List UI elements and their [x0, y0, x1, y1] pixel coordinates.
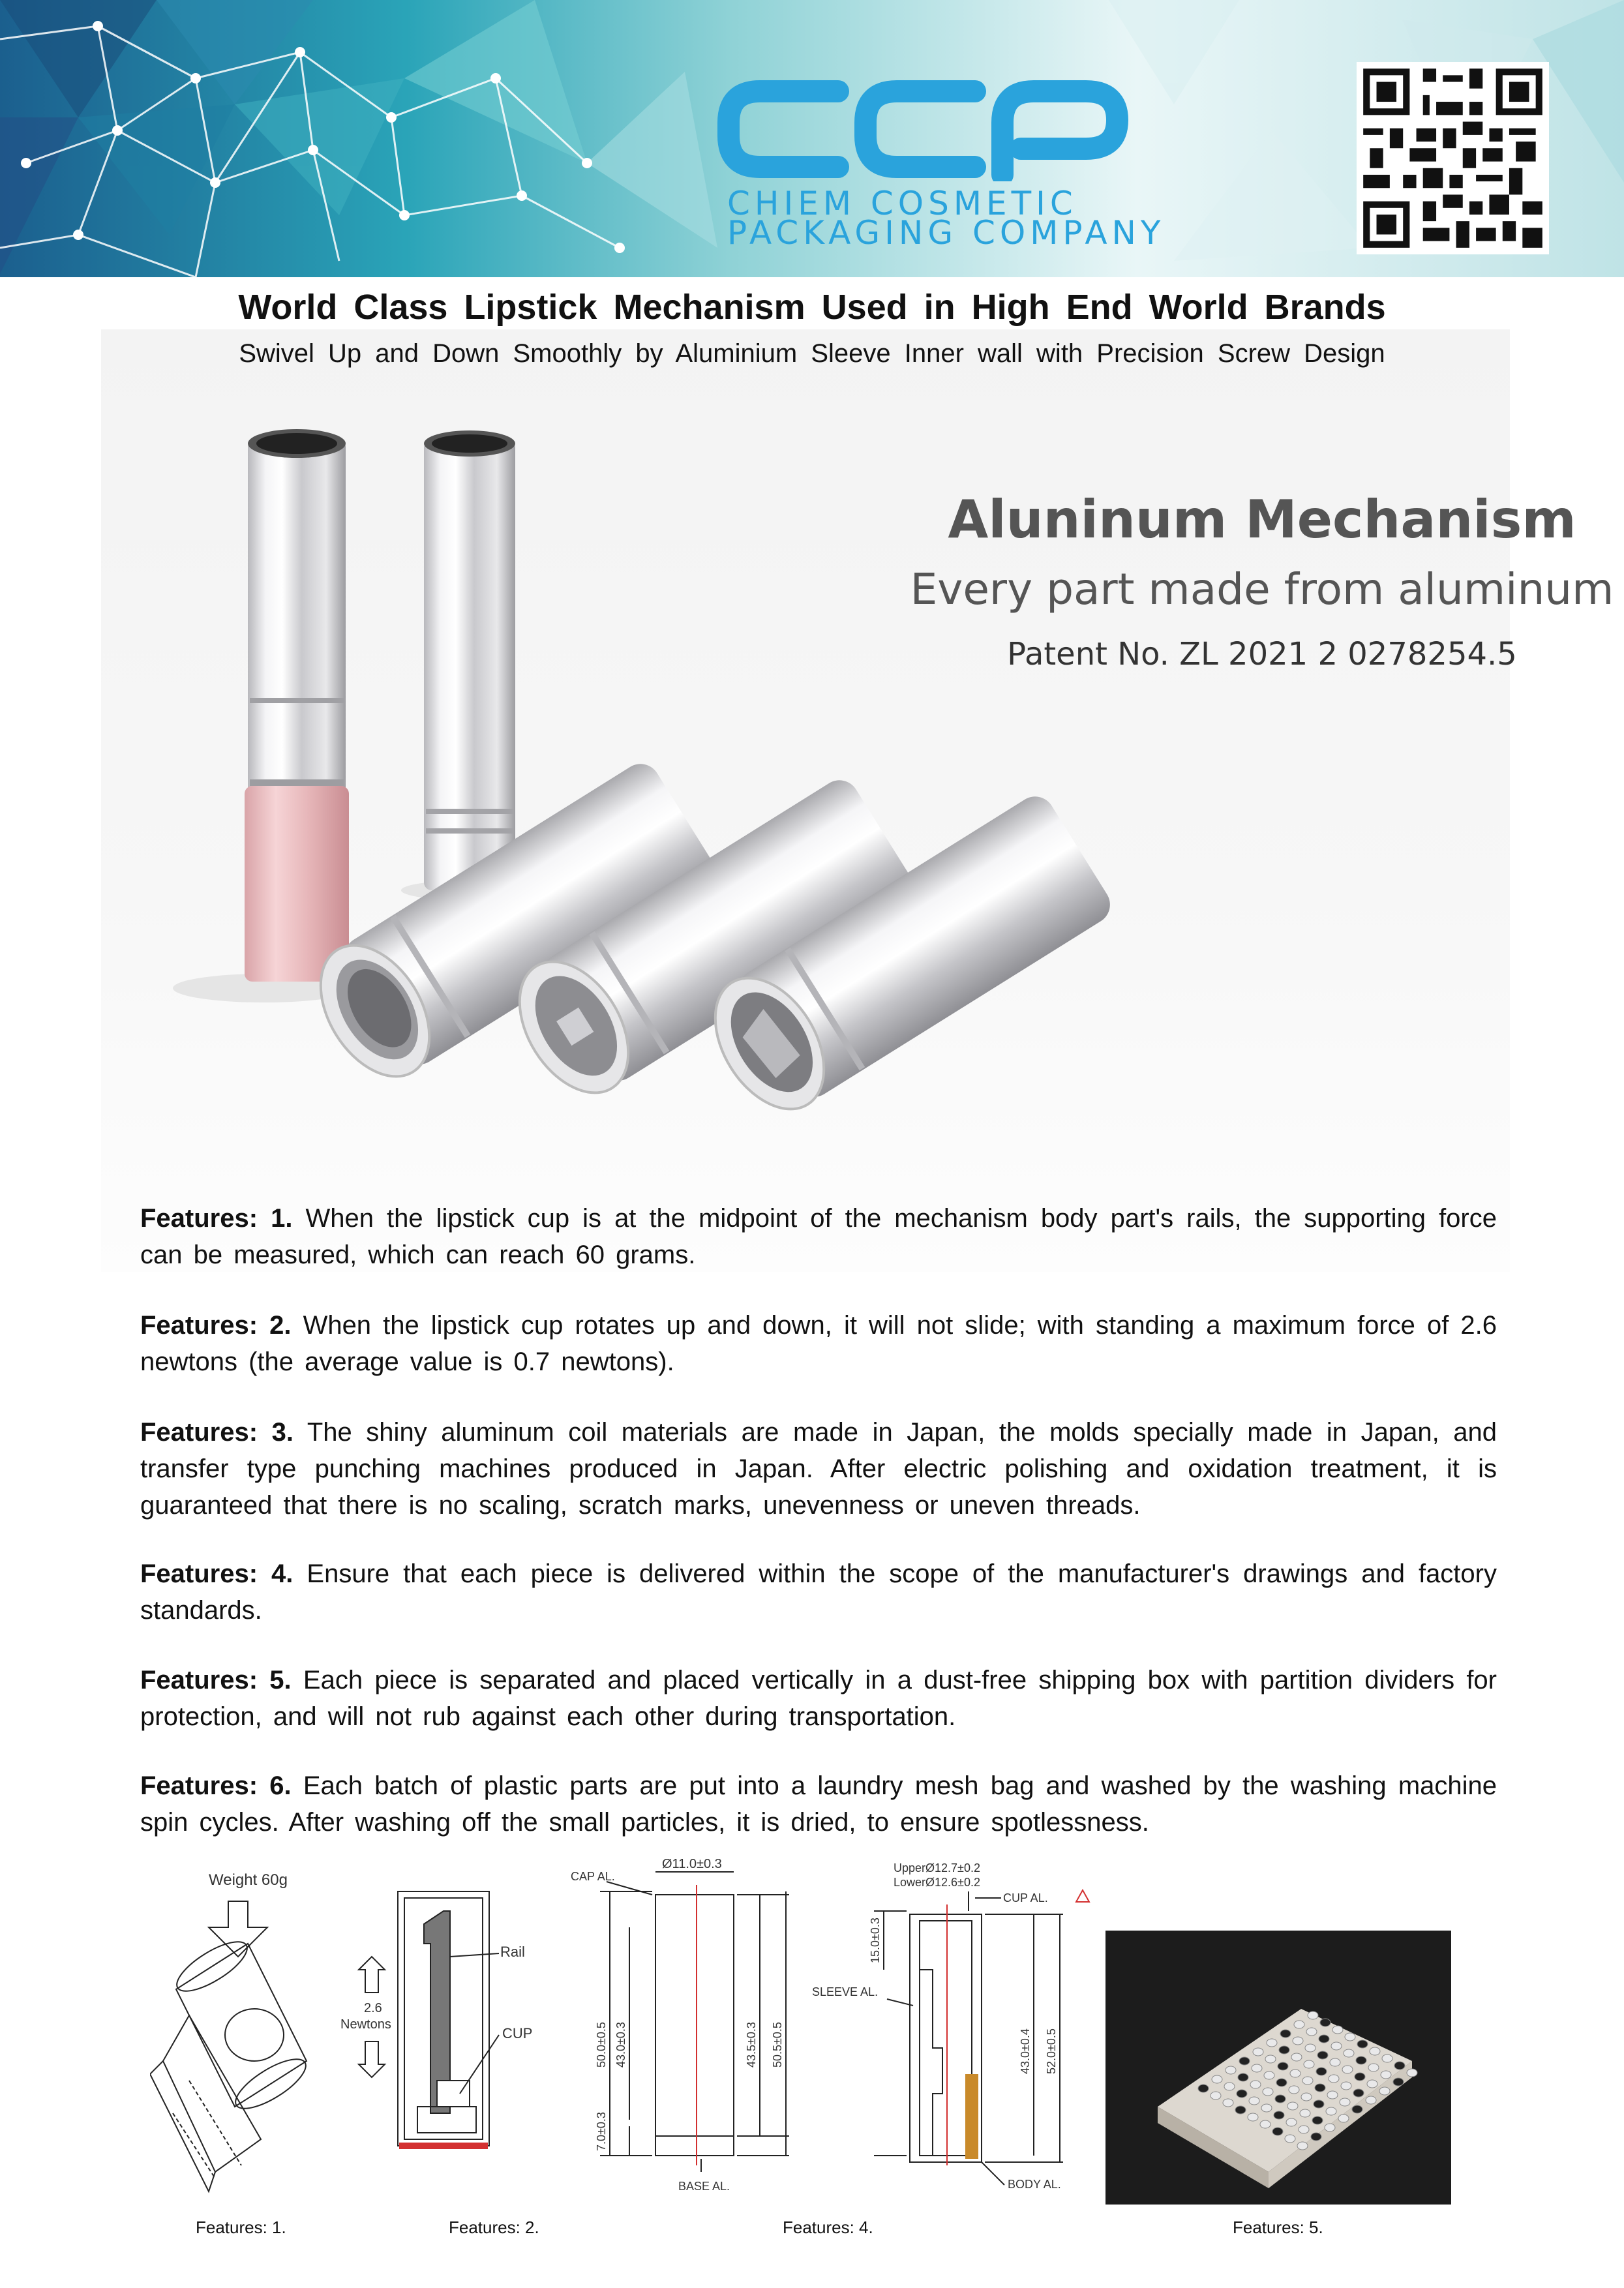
force-unit: Newtons: [340, 2017, 391, 2032]
vial: [1275, 2095, 1286, 2103]
feature-6: [140, 1768, 1497, 1841]
brand-line-1: CHIEM COSMETIC: [727, 185, 1077, 222]
feature-text: The shiny aluminum coil materials are made in Japan, the molds specially made in Japan, and transfer type punching machines produced in Japan. After electric polishing and oxidation treatment, it is guaranteed that there is no scaling, scratch marks, unevenness or uneven threads.: [140, 1418, 1497, 1520]
vial: [1198, 2085, 1209, 2092]
vial: [1235, 2106, 1246, 2114]
sleeve-label: SLEEVE AL.: [812, 1985, 879, 1998]
patent-number: Patent No. ZL 2021 2 0278254.5: [1007, 636, 1517, 672]
vial: [1291, 2053, 1302, 2061]
vial: [1287, 2102, 1298, 2110]
vial: [1344, 2049, 1354, 2057]
vial: [1379, 2087, 1390, 2095]
dimension-diagram-a: [561, 1859, 841, 2198]
feature-text: Each batch of plastic parts are put into a laundry mesh bag and washed by the washing machine spin cycles. After washing off the small particles, it is dried, to ensure spotlessness.: [140, 1771, 1497, 1837]
vial: [1261, 2104, 1272, 2112]
feature-2: [140, 1307, 1497, 1380]
vial: [1253, 2048, 1263, 2056]
product-photo: [101, 329, 1614, 1272]
cap-label: CAP AL.: [571, 1870, 615, 1883]
vial: [1263, 2088, 1273, 2096]
height-7-0: 7.0±0.3: [595, 2112, 608, 2151]
vial: [1319, 2035, 1329, 2043]
vial: [1368, 2064, 1379, 2071]
height-43-0: 43.0±0.3: [614, 2022, 627, 2068]
base-label: BASE AL.: [678, 2180, 730, 2193]
upper-diameter: UpperØ12.7±0.2: [894, 1861, 980, 1874]
vial: [1352, 2105, 1362, 2113]
lipstick-mechanism-photo: [101, 329, 1510, 1272]
vial: [1223, 2099, 1233, 2107]
page-subtitle: Swivel Up and Down Smoothly by Aluminium Sleeve Inner wall with Precision Screw Design: [239, 339, 1385, 368]
weight-label: Weight 60g: [209, 1871, 288, 1889]
feature-text: When the lipstick cup is at the midpoint of the mechanism body part's rails, the supporting force can be measured, which can reach 60 grams.: [140, 1204, 1497, 1269]
vial: [1382, 2055, 1392, 2062]
vial: [1315, 2084, 1325, 2092]
vial: [1293, 2037, 1303, 2045]
vial: [1357, 2040, 1368, 2048]
caption-feature-5: Features: 5.: [1233, 2218, 1323, 2237]
feature-label: Features: 3.: [140, 1418, 293, 1447]
vial: [1311, 2133, 1321, 2141]
vial: [1304, 2060, 1314, 2068]
vial: [1286, 2118, 1297, 2126]
vial: [1237, 2090, 1247, 2098]
vial: [1239, 2057, 1250, 2065]
vial: [1342, 2066, 1353, 2073]
cup-label: CUP: [502, 2025, 533, 2041]
feature-text: Ensure that each piece is delivered within the scope of the manufacturer's drawings and factory standards.: [140, 1559, 1497, 1625]
vial: [1238, 2073, 1248, 2081]
photo-title: Aluninum Mechanism: [948, 489, 1576, 550]
vial: [1302, 2077, 1313, 2085]
feature-label: Features: 4.: [140, 1559, 293, 1588]
feature-label: Features: 2.: [140, 1311, 292, 1340]
vial: [1325, 2124, 1335, 2131]
ccp-logo-icon: [714, 77, 1132, 181]
feature-label: Features: 1.: [140, 1204, 293, 1233]
caption-feature-4: Features: 4.: [783, 2218, 873, 2237]
vial: [1264, 2071, 1274, 2079]
cap-diameter: Ø11.0±0.3: [662, 1859, 722, 1871]
vial: [1381, 2071, 1391, 2079]
vial: [1260, 2120, 1271, 2128]
vial: [1248, 2113, 1258, 2121]
page-title: World Class Lipstick Mechanism Used in High End World Brands: [238, 288, 1386, 327]
vial: [1345, 2033, 1355, 2041]
photo-subtitle: Every part made from aluminum: [910, 564, 1614, 614]
lower-diameter: LowerØ12.6±0.2: [894, 1876, 980, 1889]
vial: [1329, 2075, 1339, 2083]
vial: [1312, 2116, 1323, 2124]
feature-5: [140, 1662, 1497, 1735]
vial: [1356, 2056, 1366, 2064]
vial: [1249, 2097, 1259, 2105]
height-15-0: 15.0±0.3: [869, 1918, 882, 1963]
vial: [1341, 2082, 1351, 2090]
vial: [1294, 2021, 1304, 2028]
dimension-diagram-b: [802, 1859, 1109, 2198]
vial: [1212, 2075, 1222, 2083]
vial: [1331, 2042, 1342, 2050]
brand-line-2: PACKAGING COMPANY: [727, 214, 1165, 252]
vial: [1366, 2096, 1376, 2104]
vial: [1224, 2083, 1235, 2090]
vial: [1355, 2073, 1365, 2081]
caption-feature-2: Features: 2.: [449, 2218, 539, 2237]
vial: [1289, 2086, 1299, 2094]
height-52-0: 52.0±0.5: [1045, 2028, 1058, 2074]
company-logo: [714, 77, 1321, 252]
feature-3: [140, 1414, 1497, 1524]
height-43-0: 43.0±0.4: [1019, 2028, 1032, 2074]
vial: [1278, 2062, 1288, 2070]
body-label: BODY AL.: [1008, 2178, 1061, 2191]
vial: [1301, 2093, 1312, 2101]
vial: [1279, 2046, 1289, 2054]
vial: [1274, 2111, 1284, 2119]
vial: [1314, 2100, 1324, 2108]
vial: [1338, 2115, 1349, 2122]
vial: [1305, 2044, 1316, 2052]
vial: [1320, 2019, 1331, 2026]
vial: [1210, 2092, 1221, 2100]
vial: [1393, 2078, 1404, 2086]
rail-cup-diagram: [339, 1885, 548, 2178]
vial: [1306, 2028, 1317, 2036]
vial: [1250, 2081, 1261, 2088]
vial: [1407, 2069, 1417, 2077]
feature-1: [140, 1200, 1497, 1273]
rail-label: Rail: [500, 1944, 525, 1960]
vial: [1394, 2062, 1405, 2070]
vial: [1226, 2066, 1236, 2074]
feature-text: When the lipstick cup rotates up and down, it will not slide; with standing a maximum force of 2.6 newtons (the average value is 0.7 newtons).: [140, 1311, 1497, 1376]
vial: [1252, 2064, 1262, 2072]
vial: [1276, 2079, 1287, 2086]
vial: [1308, 2011, 1318, 2019]
vial: [1326, 2107, 1336, 2115]
vial: [1327, 2091, 1338, 2099]
feature-text: Each piece is separated and placed vertically in a dust-free shipping box with partition dividers for protection, and will not rub against each other during transportation.: [140, 1666, 1497, 1731]
vial: [1267, 2039, 1277, 2047]
feature-4: [140, 1556, 1497, 1629]
vial: [1290, 2070, 1301, 2077]
vial: [1370, 2047, 1380, 2055]
vial: [1280, 2030, 1291, 2038]
vial: [1353, 2089, 1364, 2097]
vial: [1285, 2135, 1295, 2143]
vial: [1272, 2128, 1283, 2135]
force-value: 2.6: [364, 2001, 382, 2015]
vial: [1332, 2026, 1343, 2034]
vial: [1316, 2068, 1327, 2075]
feature-label: Features: 6.: [140, 1771, 292, 1800]
vial: [1265, 2055, 1276, 2063]
vial: [1367, 2080, 1377, 2088]
feature-label: Features: 5.: [140, 1666, 292, 1694]
qr-code-icon: [1357, 62, 1549, 254]
height-50-0: 50.0±0.5: [595, 2022, 608, 2068]
weight-diagram: [150, 1865, 313, 2211]
cup-al-label: CUP AL.: [1003, 1891, 1048, 1904]
height-50-5: 50.5±0.5: [771, 2022, 784, 2068]
vial: [1299, 2126, 1309, 2133]
caption-feature-1: Features: 1.: [196, 2218, 286, 2237]
vial: [1297, 2142, 1308, 2150]
vial: [1300, 2109, 1310, 2117]
vial: [1340, 2098, 1350, 2106]
vial: [1330, 2058, 1340, 2066]
height-43-5: 43.5±0.3: [745, 2022, 758, 2068]
vial: [1317, 2051, 1328, 2059]
packing-box-photo: [1105, 1931, 1451, 2205]
